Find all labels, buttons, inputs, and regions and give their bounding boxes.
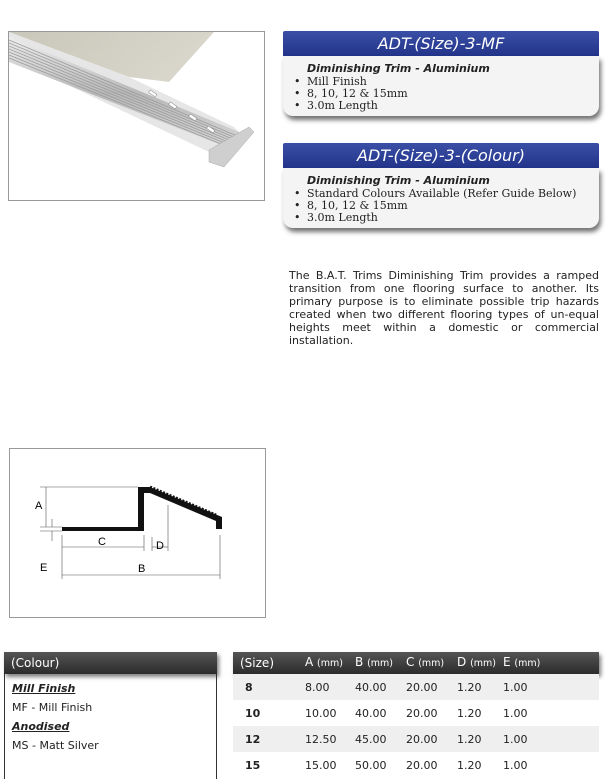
feature-item: • 3.0m Length xyxy=(307,100,589,112)
cell-size: 8 xyxy=(245,680,253,694)
cell-a: 10.00 xyxy=(305,706,337,720)
cell-a: 12.50 xyxy=(305,732,337,746)
table-row xyxy=(233,726,599,752)
colour-code: MS xyxy=(12,739,29,752)
cell-b: 45.00 xyxy=(355,732,387,746)
feature-item: • 8, 10, 12 & 15mm xyxy=(307,200,589,212)
colour-name: - Mill Finish xyxy=(27,701,93,714)
table-row xyxy=(233,752,599,778)
cell-e: 1.00 xyxy=(503,758,528,772)
cell-a: 8.00 xyxy=(305,680,330,694)
feature-item: • Standard Colours Available (Refer Guide Below) xyxy=(307,188,589,200)
product-card-mf xyxy=(283,31,599,116)
cell-size: 15 xyxy=(245,758,261,772)
column-header-d: D (mm) xyxy=(457,655,496,669)
cell-a: 15.00 xyxy=(305,758,337,772)
colour-name: - Matt Silver xyxy=(28,739,99,752)
column-header-c: C (mm) xyxy=(406,655,445,669)
table-row xyxy=(233,674,599,700)
legend-list xyxy=(4,674,217,779)
product-subtitle: Diminishing Trim - Aluminium xyxy=(307,62,490,75)
cell-c: 20.00 xyxy=(406,732,438,746)
cell-e: 1.00 xyxy=(503,706,528,720)
legend-item xyxy=(12,698,216,717)
product-code-title: ADT-(Size)-3-MF xyxy=(283,31,599,56)
column-header-a: A (mm) xyxy=(305,655,343,669)
legend-group-title: Mill Finish xyxy=(12,682,76,695)
cell-b: 50.00 xyxy=(355,758,387,772)
cell-d: 1.20 xyxy=(457,680,482,694)
product-subtitle: Diminishing Trim - Aluminium xyxy=(307,174,490,187)
cell-size: 12 xyxy=(245,732,261,746)
product-details xyxy=(283,168,599,228)
column-header-e: E (mm) xyxy=(503,655,541,669)
trim-photo-image xyxy=(9,32,264,200)
dimension-label-a: A xyxy=(35,500,43,512)
feature-list xyxy=(307,188,589,224)
product-photo xyxy=(8,31,265,201)
colour-legend xyxy=(4,652,217,779)
cell-b: 40.00 xyxy=(355,706,387,720)
legend-item xyxy=(12,736,216,755)
size-spec-table xyxy=(233,652,599,778)
legend-group-title: Anodised xyxy=(12,720,70,733)
feature-item: • Mill Finish xyxy=(307,76,589,88)
product-code-title: ADT-(Size)-3-(Colour) xyxy=(283,143,599,168)
product-description: The B.A.T. Trims Diminishing Trim provides a ramped transition from one flooring surface to another. Its primary purpose is to eliminate possible trip hazards created when two different flooring types of un-equal heights meet within a domestic or commercial installation. xyxy=(289,269,599,347)
legend-header: (Colour) xyxy=(4,652,217,674)
product-card-colour xyxy=(283,143,599,228)
cell-d: 1.20 xyxy=(457,758,482,772)
cell-d: 1.20 xyxy=(457,732,482,746)
cell-size: 10 xyxy=(245,706,261,720)
dimension-label-c: C xyxy=(98,536,106,548)
dimension-label-d: D xyxy=(156,540,164,552)
cell-c: 20.00 xyxy=(406,758,438,772)
colour-code: MF xyxy=(12,701,28,714)
dimension-diagram xyxy=(9,448,266,618)
table-header xyxy=(233,652,599,674)
table-body xyxy=(233,674,599,778)
dimension-label-b: B xyxy=(138,563,146,575)
feature-list xyxy=(307,76,589,112)
cell-d: 1.20 xyxy=(457,706,482,720)
table-row xyxy=(233,700,599,726)
cell-b: 40.00 xyxy=(355,680,387,694)
cell-c: 20.00 xyxy=(406,680,438,694)
feature-item: • 3.0m Length xyxy=(307,212,589,224)
column-header-b: B (mm) xyxy=(355,655,393,669)
cell-e: 1.00 xyxy=(503,732,528,746)
product-details xyxy=(283,56,599,116)
feature-item: • 8, 10, 12 & 15mm xyxy=(307,88,589,100)
profile-drawing xyxy=(10,449,265,617)
cell-e: 1.00 xyxy=(503,680,528,694)
dimension-label-e: E xyxy=(40,562,48,574)
column-header-size: (Size) xyxy=(240,656,274,670)
cell-c: 20.00 xyxy=(406,706,438,720)
